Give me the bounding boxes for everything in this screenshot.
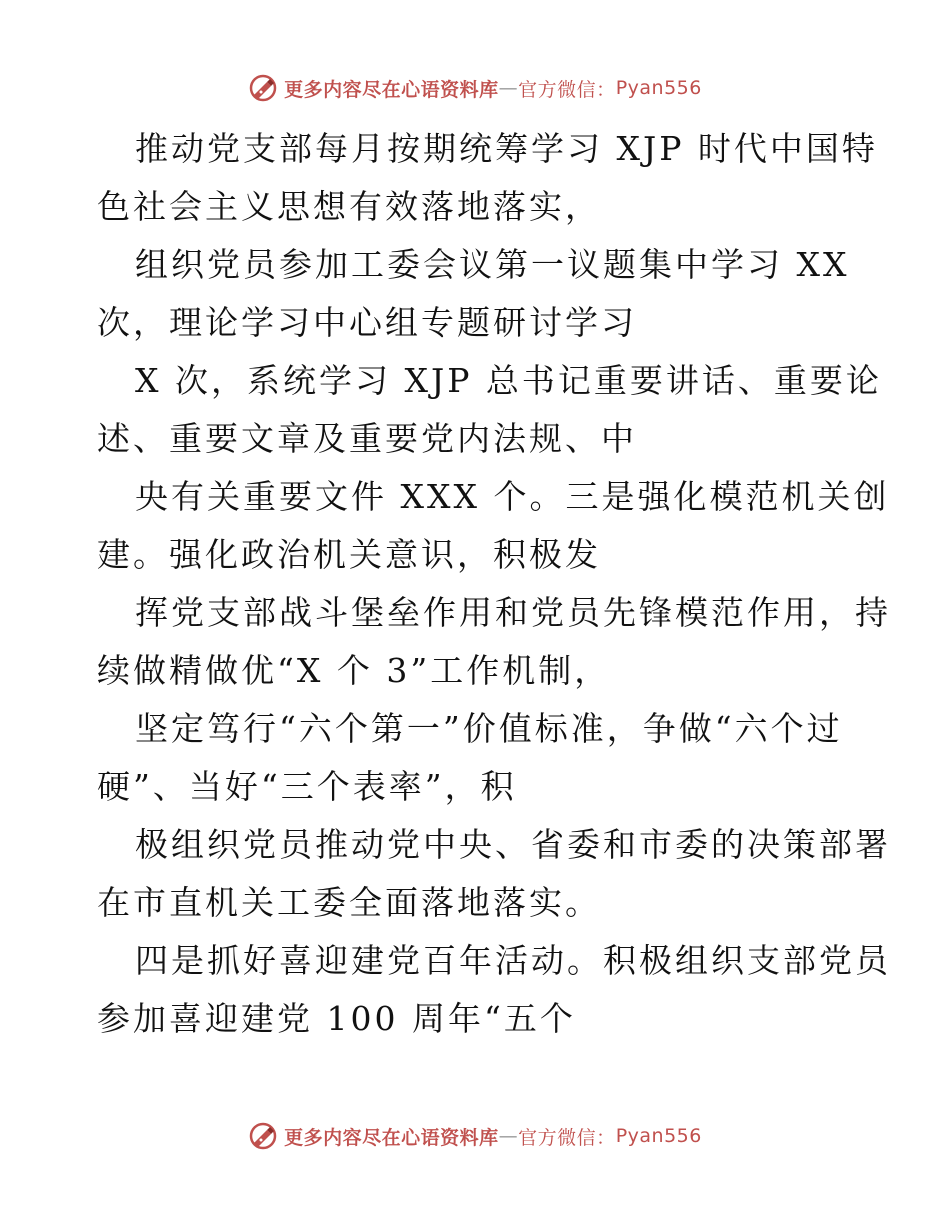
- body-line: 央有关重要文件 XXX 个。三是强化模范机关创: [135, 477, 890, 516]
- body-line: 在市直机关工委全面落地落实。: [97, 883, 601, 922]
- watermark-official-label: 官方微信：: [518, 78, 616, 101]
- watermark-main-text: 更多内容尽在心语资料库: [284, 1126, 499, 1149]
- body-line: 参加喜迎建党 100 周年“五个: [97, 999, 576, 1038]
- footer-watermark: [0, 1121, 950, 1151]
- pen-nib-circle-icon: [248, 1121, 278, 1151]
- watermark-dash: —: [498, 1125, 519, 1147]
- watermark-dash: —: [498, 77, 519, 99]
- document-body: [97, 120, 891, 1048]
- watermark-wechat-id: Pyan556: [615, 1125, 702, 1147]
- body-line: 坚定笃行“六个第一”价值标准，争做“六个过: [135, 709, 843, 748]
- body-line: 建。强化政治机关意识，积极发: [97, 535, 601, 574]
- body-line: 续做精做优“X 个 3”工作机制，: [97, 651, 611, 690]
- watermark-main-text: 更多内容尽在心语资料库: [284, 78, 499, 101]
- body-line: X 次，系统学习 XJP 总书记重要讲话、重要论: [135, 361, 882, 400]
- watermark-wechat-id: Pyan556: [615, 77, 702, 99]
- body-line: 挥党支部战斗堡垒作用和党员先锋模范作用，持: [135, 593, 891, 632]
- body-line: 推动党支部每月按期统筹学习 XJP 时代中国特: [135, 129, 878, 168]
- body-line: 次，理论学习中心组专题研讨学习: [97, 303, 637, 342]
- header-watermark: [0, 73, 950, 103]
- body-line: 四是抓好喜迎建党百年活动。积极组织支部党员: [135, 941, 891, 980]
- body-line: 极组织党员推动党中央、省委和市委的决策部署: [135, 825, 891, 864]
- body-line: 述、重要文章及重要党内法规、中: [97, 419, 637, 458]
- body-line: 组织党员参加工委会议第一议题集中学习 XX: [135, 245, 850, 284]
- body-line: 色社会主义思想有效落地落实，: [97, 187, 601, 226]
- body-line: 硬”、当好“三个表率”，积: [97, 767, 517, 806]
- pen-nib-circle-icon: [248, 73, 278, 103]
- watermark-official-label: 官方微信：: [518, 1126, 616, 1149]
